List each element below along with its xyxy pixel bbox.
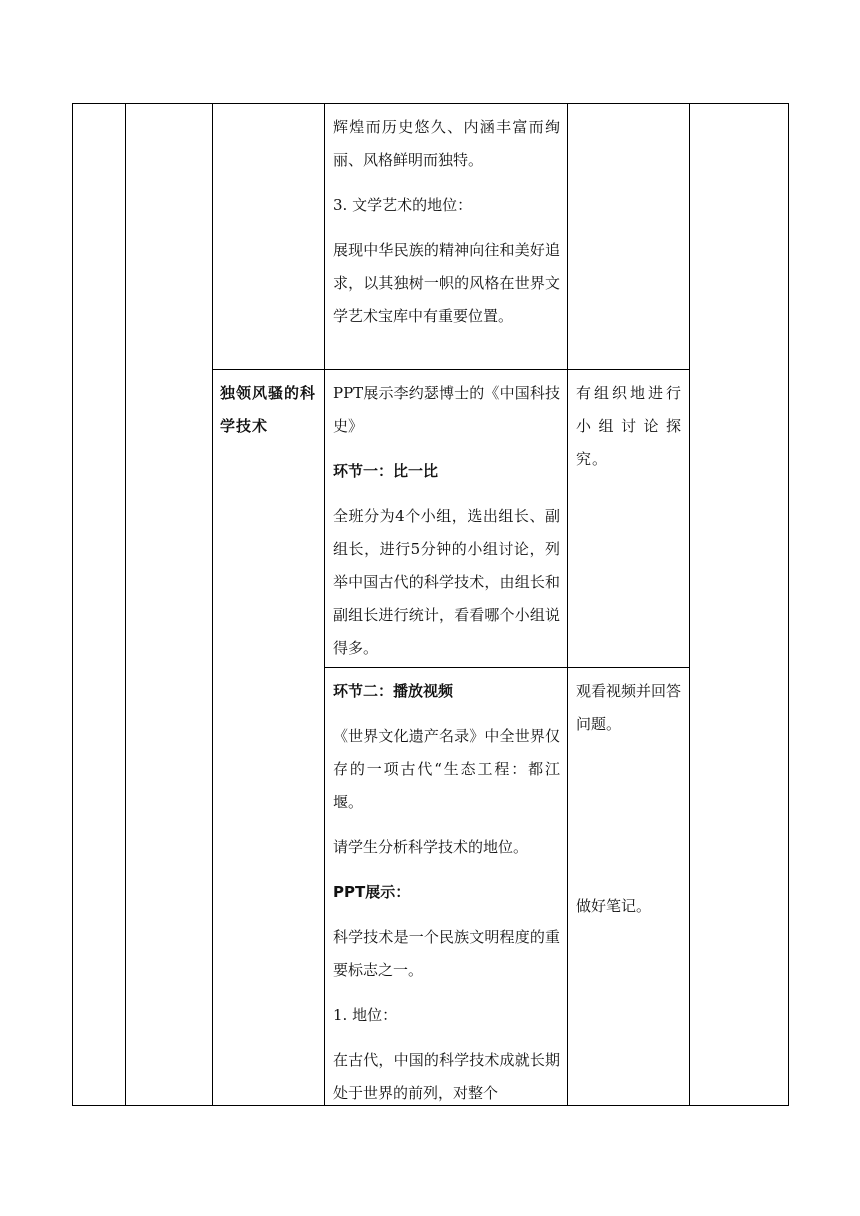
table-left-border: [72, 103, 73, 1106]
part2-student-activity-2: [576, 890, 682, 935]
table-top-border: [72, 103, 789, 104]
part2-student-text-2: 做好笔记。: [576, 897, 652, 915]
column-divider-4: [567, 103, 568, 1106]
topic-title: [220, 377, 316, 443]
topic-title-text: 独领风骚的科学技术: [220, 384, 317, 435]
previous-segment-teacher-activity: [333, 111, 560, 345]
part2-paragraph-1: 《世界文化遗产名录》中全世界仅存的一项古代“生态工程：都江堰。: [333, 727, 560, 811]
part2-paragraph-4: 在古代，中国的科学技术成就长期处于世界的前列，对整个: [333, 1051, 560, 1102]
part2-student-activity-1: [576, 675, 682, 753]
part2-ppt-label: PPT展示：: [333, 883, 411, 901]
table-right-border: [788, 103, 789, 1106]
part2-paragraph-2: 请学生分析科学技术的地位。: [333, 838, 529, 856]
part1-student-text: 有组织地进行小组讨论探究。: [576, 384, 682, 468]
column-divider-2: [212, 103, 213, 1106]
previous-segment-paragraph-1: 辉煌而历史悠久、内涵丰富而绚丽、风格鲜明而独特。: [333, 118, 560, 169]
part2-teacher-activity: [333, 675, 560, 1122]
part2-paragraph-3: 科学技术是一个民族文明程度的重要标志之一。: [333, 928, 560, 979]
part1-intro: PPT展示李约瑟博士的《中国科技史》: [333, 384, 560, 435]
part1-body: 全班分为4个小组，选出组长、副组长，进行5分钟的小组讨论，列举中国古代的科学技术，由组长和副组长进行统计，看看哪个小组说得多。: [333, 507, 560, 657]
row-divider-1: [212, 369, 689, 370]
column-divider-1: [125, 103, 126, 1106]
column-divider-5: [689, 103, 690, 1106]
part2-heading: 环节二：播放视频: [333, 682, 454, 700]
part1-student-activity: [576, 377, 682, 488]
part2-item-1: 1. 地位：: [333, 1006, 398, 1024]
part1-heading: 环节一：比一比: [333, 462, 439, 480]
part1-teacher-activity: [333, 377, 560, 677]
previous-segment-heading-3: 3. 文学艺术的地位：: [333, 196, 473, 214]
previous-segment-paragraph-2: 展现中华民族的精神向往和美好追求，以其独树一帜的风格在世界文学艺术宝库中有重要位置。: [333, 241, 560, 325]
part2-student-text-1: 观看视频并回答问题。: [576, 682, 682, 733]
column-divider-3: [324, 103, 325, 1106]
